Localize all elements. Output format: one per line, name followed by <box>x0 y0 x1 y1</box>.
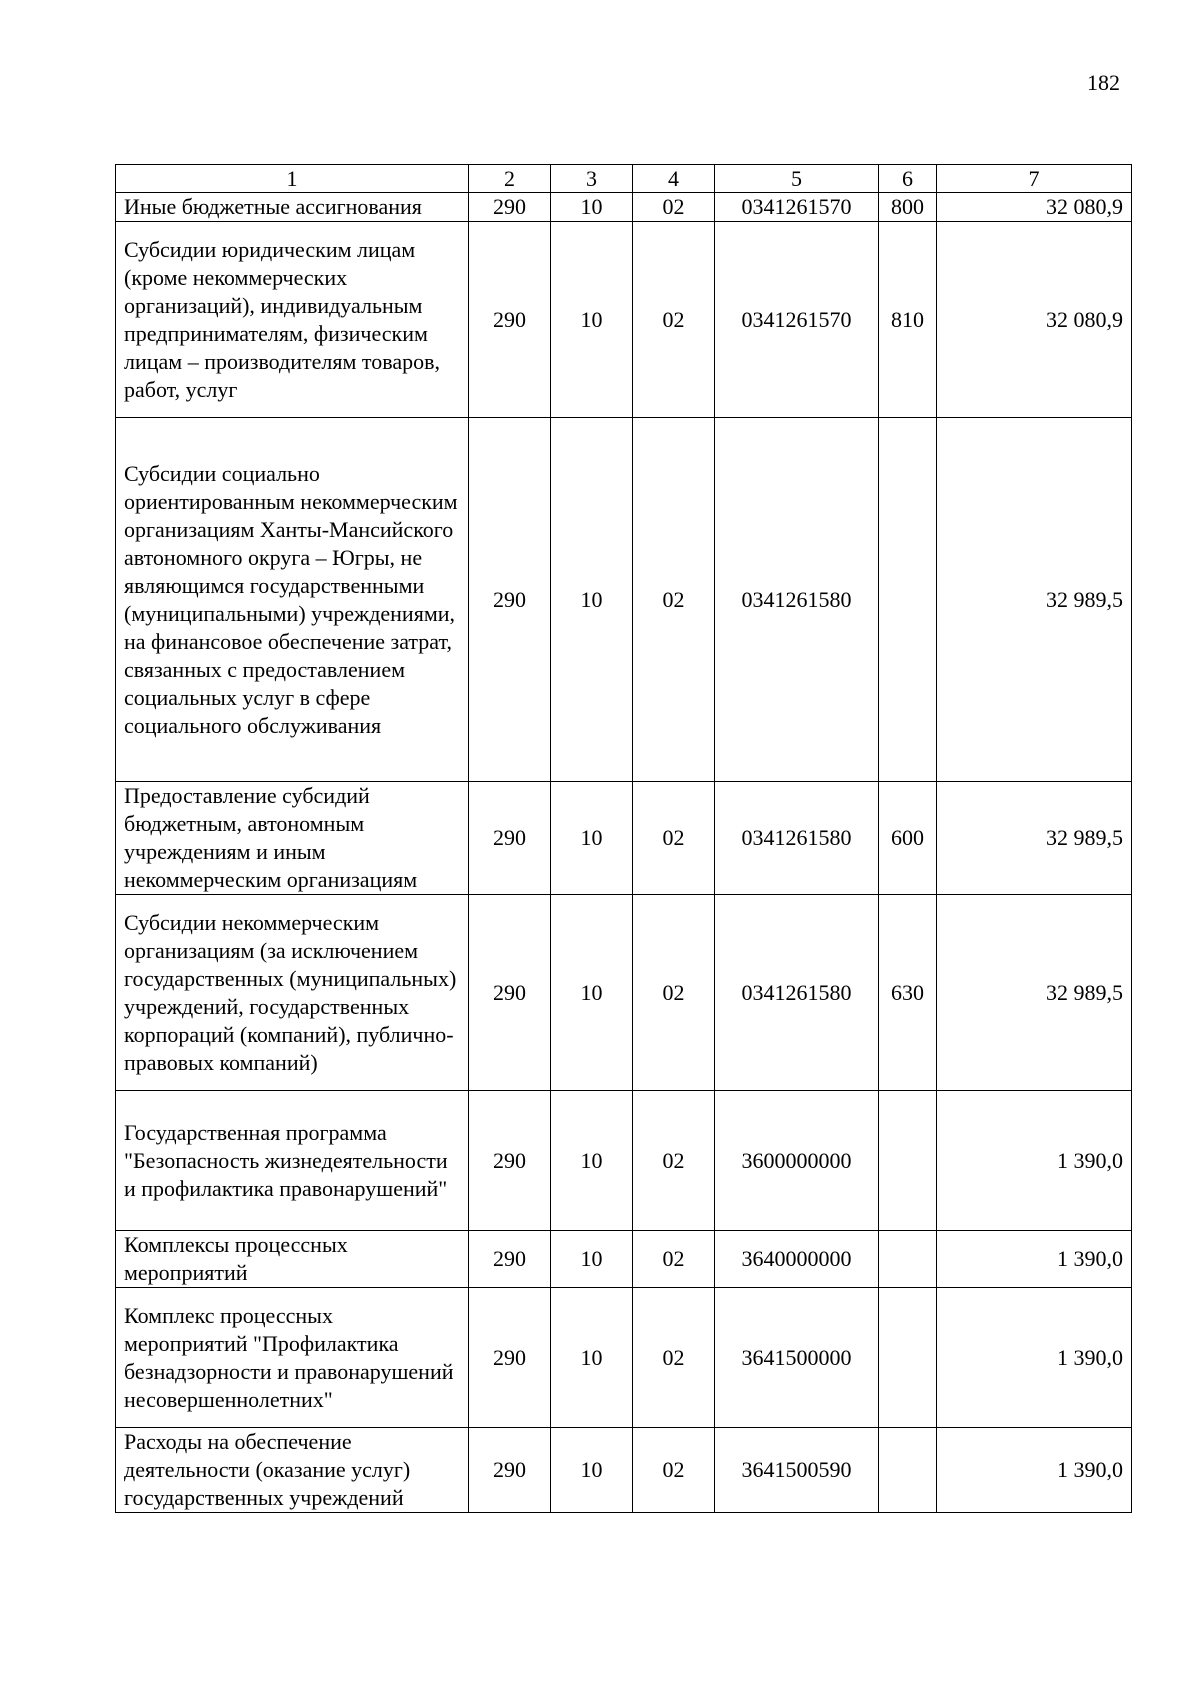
row-code-6 <box>879 418 937 782</box>
row-name: Комплексы процессных мероприятий <box>116 1231 469 1288</box>
row-amount: 1 390,0 <box>937 1428 1132 1513</box>
row-code-4: 02 <box>633 1091 715 1231</box>
row-name: Субсидии юридическим лицам (кроме некоммерческих организаций), индивидуальным предпринимателям, физическим лицам – производителям товаров, работ, услуг <box>116 222 469 418</box>
row-code-6 <box>879 1428 937 1513</box>
row-amount: 32 989,5 <box>937 895 1132 1091</box>
row-name: Субсидии некоммерческим организациям (за исключением государственных (муниципальных) учреждений, государственных корпораций (компаний), публично-правовых компаний) <box>116 895 469 1091</box>
row-code-5: 0341261580 <box>715 782 879 895</box>
row-code-6: 800 <box>879 193 937 222</box>
row-code-5: 3640000000 <box>715 1231 879 1288</box>
row-code-4: 02 <box>633 782 715 895</box>
row-amount: 32 080,9 <box>937 193 1132 222</box>
row-code-5: 0341261570 <box>715 193 879 222</box>
row-code-4: 02 <box>633 193 715 222</box>
row-code-2: 290 <box>469 1288 551 1428</box>
table-row <box>116 782 1132 895</box>
row-code-3: 10 <box>551 1288 633 1428</box>
table-row <box>116 222 1132 418</box>
table-row <box>116 1231 1132 1288</box>
row-code-4: 02 <box>633 895 715 1091</box>
row-code-3: 10 <box>551 418 633 782</box>
row-code-2: 290 <box>469 418 551 782</box>
row-code-2: 290 <box>469 895 551 1091</box>
budget-table <box>115 164 1132 1513</box>
row-code-2: 290 <box>469 193 551 222</box>
row-code-4: 02 <box>633 1428 715 1513</box>
row-code-3: 10 <box>551 222 633 418</box>
row-amount: 1 390,0 <box>937 1288 1132 1428</box>
row-code-4: 02 <box>633 1231 715 1288</box>
row-code-6: 810 <box>879 222 937 418</box>
row-name: Расходы на обеспечение деятельности (оказание услуг) государственных учреждений <box>116 1428 469 1513</box>
header-cell: 7 <box>937 165 1132 193</box>
row-amount: 32 080,9 <box>937 222 1132 418</box>
row-code-5: 3600000000 <box>715 1091 879 1231</box>
row-amount: 1 390,0 <box>937 1091 1132 1231</box>
header-cell: 6 <box>879 165 937 193</box>
row-code-5: 3641500000 <box>715 1288 879 1428</box>
row-code-3: 10 <box>551 1231 633 1288</box>
row-name: Предоставление субсидий бюджетным, автономным учреждениям и иным некоммерческим организациям <box>116 782 469 895</box>
table-header-row <box>116 165 1132 193</box>
row-amount: 1 390,0 <box>937 1231 1132 1288</box>
header-cell: 4 <box>633 165 715 193</box>
row-code-2: 290 <box>469 1231 551 1288</box>
row-code-4: 02 <box>633 418 715 782</box>
row-code-3: 10 <box>551 1091 633 1231</box>
row-code-6: 630 <box>879 895 937 1091</box>
row-code-4: 02 <box>633 1288 715 1428</box>
row-code-5: 0341261570 <box>715 222 879 418</box>
table-row <box>116 1288 1132 1428</box>
row-amount: 32 989,5 <box>937 782 1132 895</box>
row-code-5: 0341261580 <box>715 895 879 1091</box>
page-number: 182 <box>1087 70 1120 95</box>
table-row <box>116 1428 1132 1513</box>
row-code-6: 600 <box>879 782 937 895</box>
row-code-3: 10 <box>551 895 633 1091</box>
row-name: Иные бюджетные ассигнования <box>116 193 469 222</box>
row-code-3: 10 <box>551 193 633 222</box>
table-row <box>116 1091 1132 1231</box>
header-cell: 5 <box>715 165 879 193</box>
row-code-3: 10 <box>551 1428 633 1513</box>
row-code-2: 290 <box>469 222 551 418</box>
row-name: Комплекс процессных мероприятий "Профилактика безнадзорности и правонарушений несовершеннолетних" <box>116 1288 469 1428</box>
table-row <box>116 418 1132 782</box>
header-cell: 1 <box>116 165 469 193</box>
table-row <box>116 895 1132 1091</box>
header-cell: 3 <box>551 165 633 193</box>
row-code-2: 290 <box>469 1091 551 1231</box>
row-code-6 <box>879 1288 937 1428</box>
header-cell: 2 <box>469 165 551 193</box>
table-row <box>116 193 1132 222</box>
row-code-3: 10 <box>551 782 633 895</box>
row-code-6 <box>879 1231 937 1288</box>
row-name: Субсидии социально ориентированным некоммерческим организациям Ханты-Мансийского автономного округа – Югры, не являющимся государственными (муниципальными) учреждениями, на финансовое обеспечение затрат, связанных с предоставлением социальных услуг в сфере социального обслуживания <box>116 418 469 782</box>
row-code-4: 02 <box>633 222 715 418</box>
row-amount: 32 989,5 <box>937 418 1132 782</box>
row-code-6 <box>879 1091 937 1231</box>
row-name: Государственная программа "Безопасность жизнедеятельности и профилактика правонарушений" <box>116 1091 469 1231</box>
row-code-5: 0341261580 <box>715 418 879 782</box>
row-code-5: 3641500590 <box>715 1428 879 1513</box>
row-code-2: 290 <box>469 1428 551 1513</box>
row-code-2: 290 <box>469 782 551 895</box>
